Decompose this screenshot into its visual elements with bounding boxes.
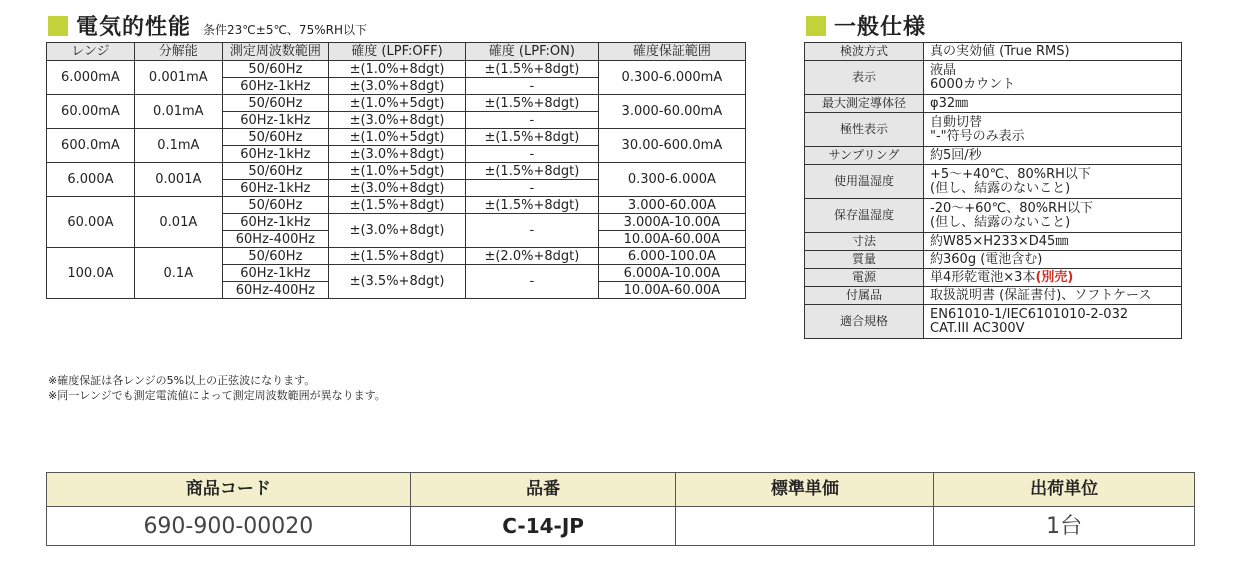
resolution-cell: 0.1mA xyxy=(134,129,222,163)
frequency-cell: 60Hz-1kHz xyxy=(222,265,328,282)
accuracy-off-cell: ±(3.0%+8dgt) xyxy=(329,146,466,163)
product-header-row xyxy=(47,473,1195,507)
accuracy-off-cell: ±(1.0%+5dgt) xyxy=(329,95,466,112)
header-accuracy-lpf-on: 確度 (LPF:ON) xyxy=(465,43,598,61)
accuracy-on-cell: ±(2.0%+8dgt) xyxy=(465,248,598,265)
header-unit-price: 標準単価 xyxy=(676,473,934,507)
spec-value-line: -20～+60℃、80%RH以下 xyxy=(930,200,1093,216)
frequency-cell: 50/60Hz xyxy=(222,61,328,78)
frequency-cell: 60Hz-1kHz xyxy=(222,214,328,231)
spec-value xyxy=(924,199,1182,233)
accuracy-on-cell: - xyxy=(465,180,598,197)
spec-value-line: (但し、結露のないこと) xyxy=(930,214,1071,230)
section-marker-icon xyxy=(48,16,68,36)
spec-row xyxy=(805,233,1182,251)
spec-row xyxy=(805,113,1182,147)
accuracy-on-cell: ±(1.5%+8dgt) xyxy=(465,61,598,78)
spec-value xyxy=(924,61,1182,95)
spec-label: 電源 xyxy=(805,269,924,287)
table-row xyxy=(47,95,746,112)
resolution-cell: 0.001mA xyxy=(134,61,222,95)
spec-row xyxy=(805,95,1182,113)
accuracy-on-cell: - xyxy=(465,146,598,163)
resolution-cell: 0.01mA xyxy=(134,95,222,129)
spec-label: 質量 xyxy=(805,251,924,269)
product-info-table xyxy=(46,472,1195,546)
accuracy-on-cell: - xyxy=(465,112,598,129)
header-range: レンジ xyxy=(47,43,135,61)
accuracy-off-cell: ±(1.0%+5dgt) xyxy=(329,129,466,146)
accuracy-off-cell: ±(1.5%+8dgt) xyxy=(329,248,466,265)
header-product-code: 商品コード xyxy=(47,473,411,507)
spec-row xyxy=(805,305,1182,339)
spec-value-line: 液晶 xyxy=(930,62,957,78)
resolution-cell: 0.1A xyxy=(134,248,222,299)
header-guarantee: 確度保証範囲 xyxy=(598,43,745,61)
frequency-cell: 50/60Hz xyxy=(222,248,328,265)
accuracy-off-cell: ±(1.5%+8dgt) xyxy=(329,197,466,214)
spec-label: 表示 xyxy=(805,61,924,95)
spec-row xyxy=(805,251,1182,269)
accuracy-on-cell: - xyxy=(465,214,598,248)
product-code: 690-900-00020 xyxy=(47,507,411,546)
spec-label: 最大測定導体径 xyxy=(805,95,924,113)
table-row xyxy=(47,163,746,180)
section-marker-icon xyxy=(806,16,826,36)
resolution-cell: 0.001A xyxy=(134,163,222,197)
accuracy-off-cell: ±(3.0%+8dgt) xyxy=(329,78,466,95)
spec-value: 約W85×H233×D45㎜ xyxy=(924,233,1182,251)
electrical-spec-table xyxy=(46,42,746,299)
spec-value xyxy=(924,305,1182,339)
spec-value-line: (但し、結露のないこと) xyxy=(930,180,1071,196)
header-model-number: 品番 xyxy=(410,473,676,507)
spec-row xyxy=(805,43,1182,61)
header-resolution: 分解能 xyxy=(134,43,222,61)
frequency-cell: 60Hz-1kHz xyxy=(222,78,328,95)
spec-row xyxy=(805,147,1182,165)
footnote: ※確度保証は各レンジの5%以上の正弦波になります。 xyxy=(48,374,316,387)
accuracy-off-cell: ±(3.0%+8dgt) xyxy=(329,112,466,129)
guarantee-cell: 6.000A-10.00A xyxy=(598,265,745,282)
accuracy-on-cell: - xyxy=(465,265,598,299)
frequency-cell: 60Hz-400Hz xyxy=(222,231,328,248)
range-cell: 6.000mA xyxy=(47,61,135,95)
table-row xyxy=(47,129,746,146)
frequency-cell: 60Hz-400Hz xyxy=(222,282,328,299)
header-accuracy-lpf-off: 確度 (LPF:OFF) xyxy=(329,43,466,61)
shipping-unit: 1台 xyxy=(934,507,1195,546)
guarantee-cell: 3.000-60.00mA xyxy=(598,95,745,129)
general-spec-table xyxy=(804,42,1182,339)
frequency-cell: 60Hz-1kHz xyxy=(222,146,328,163)
model-number: C-14-JP xyxy=(410,507,676,546)
table-row xyxy=(47,248,746,265)
general-section-title xyxy=(806,10,926,41)
range-cell: 100.0A xyxy=(47,248,135,299)
table-row xyxy=(47,61,746,78)
spec-label: サンプリング xyxy=(805,147,924,165)
general-title: 一般仕様 xyxy=(834,15,927,40)
spec-value: 真の実効値 (True RMS) xyxy=(924,43,1182,61)
spec-row xyxy=(805,165,1182,199)
spec-value: 約5回/秒 xyxy=(924,147,1182,165)
header-shipping-unit: 出荷単位 xyxy=(934,473,1195,507)
spec-value-line: +5～+40℃、80%RH以下 xyxy=(930,166,1091,182)
spec-value: 約360g (電池含む) xyxy=(924,251,1182,269)
frequency-cell: 50/60Hz xyxy=(222,129,328,146)
spec-value: 取扱説明書 (保証書付)、ソフトケース xyxy=(924,287,1182,305)
spec-label: 保存温湿度 xyxy=(805,199,924,233)
frequency-cell: 60Hz-1kHz xyxy=(222,112,328,129)
range-cell: 60.00mA xyxy=(47,95,135,129)
guarantee-cell: 10.00A-60.00A xyxy=(598,282,745,299)
guarantee-cell: 10.00A-60.00A xyxy=(598,231,745,248)
electrical-title: 電気的性能 xyxy=(76,15,192,40)
frequency-cell: 50/60Hz xyxy=(222,197,328,214)
accuracy-on-cell: ±(1.5%+8dgt) xyxy=(465,95,598,112)
spec-row xyxy=(805,199,1182,233)
accuracy-on-cell: ±(1.5%+8dgt) xyxy=(465,129,598,146)
spec-value xyxy=(924,113,1182,147)
accuracy-off-cell: ±(1.0%+8dgt) xyxy=(329,61,466,78)
spec-value-line: "-"符号のみ表示 xyxy=(930,128,1025,144)
spec-row xyxy=(805,287,1182,305)
guarantee-cell: 6.000-100.0A xyxy=(598,248,745,265)
guarantee-cell: 0.300-6.000mA xyxy=(598,61,745,95)
frequency-cell: 50/60Hz xyxy=(222,95,328,112)
frequency-cell: 50/60Hz xyxy=(222,163,328,180)
guarantee-cell: 0.300-6.000A xyxy=(598,163,745,197)
accuracy-on-cell: ±(1.5%+8dgt) xyxy=(465,197,598,214)
guarantee-cell: 3.000-60.00A xyxy=(598,197,745,214)
spec-label: 検波方式 xyxy=(805,43,924,61)
accuracy-off-cell: ±(3.5%+8dgt) xyxy=(329,265,466,299)
footnote: ※同一レンジでも測定電流値によって測定周波数範囲が異なります。 xyxy=(48,389,386,402)
accuracy-off-cell: ±(3.0%+8dgt) xyxy=(329,180,466,197)
resolution-cell: 0.01A xyxy=(134,197,222,248)
test-condition: 条件23℃±5℃、75%RH以下 xyxy=(203,23,367,37)
guarantee-cell: 30.00-600.0mA xyxy=(598,129,745,163)
accuracy-on-cell: - xyxy=(465,78,598,95)
spec-row xyxy=(805,269,1182,287)
spec-value-line: CAT.III AC300V xyxy=(930,320,1025,336)
sold-separately-note: (別売) xyxy=(1035,269,1074,285)
electrical-section-title xyxy=(48,10,367,41)
spec-label: 使用温湿度 xyxy=(805,165,924,199)
spec-value-line: 自動切替 xyxy=(930,114,983,130)
header-frequency: 測定周波数範囲 xyxy=(222,43,328,61)
unit-price xyxy=(676,507,934,546)
spec-value: φ32㎜ xyxy=(924,95,1182,113)
accuracy-on-cell: ±(1.5%+8dgt) xyxy=(465,163,598,180)
footnotes xyxy=(48,373,386,403)
table-row xyxy=(47,197,746,214)
spec-label: 付属品 xyxy=(805,287,924,305)
range-cell: 600.0mA xyxy=(47,129,135,163)
guarantee-cell: 3.000A-10.00A xyxy=(598,214,745,231)
spec-row xyxy=(805,61,1182,95)
spec-label: 寸法 xyxy=(805,233,924,251)
table-header-row xyxy=(47,43,746,61)
product-row xyxy=(47,507,1195,546)
accuracy-off-cell: ±(3.0%+8dgt) xyxy=(329,214,466,248)
accuracy-off-cell: ±(1.0%+5dgt) xyxy=(329,163,466,180)
frequency-cell: 60Hz-1kHz xyxy=(222,180,328,197)
range-cell: 6.000A xyxy=(47,163,135,197)
spec-value xyxy=(924,269,1182,287)
spec-label: 適合規格 xyxy=(805,305,924,339)
spec-label: 極性表示 xyxy=(805,113,924,147)
spec-value-text: 単4形乾電池×3本 xyxy=(930,269,1036,285)
range-cell: 60.00A xyxy=(47,197,135,248)
spec-value xyxy=(924,165,1182,199)
spec-value-line: 6000カウント xyxy=(930,76,1016,92)
spec-value-line: EN61010-1/IEC6101010-2-032 xyxy=(930,306,1129,322)
